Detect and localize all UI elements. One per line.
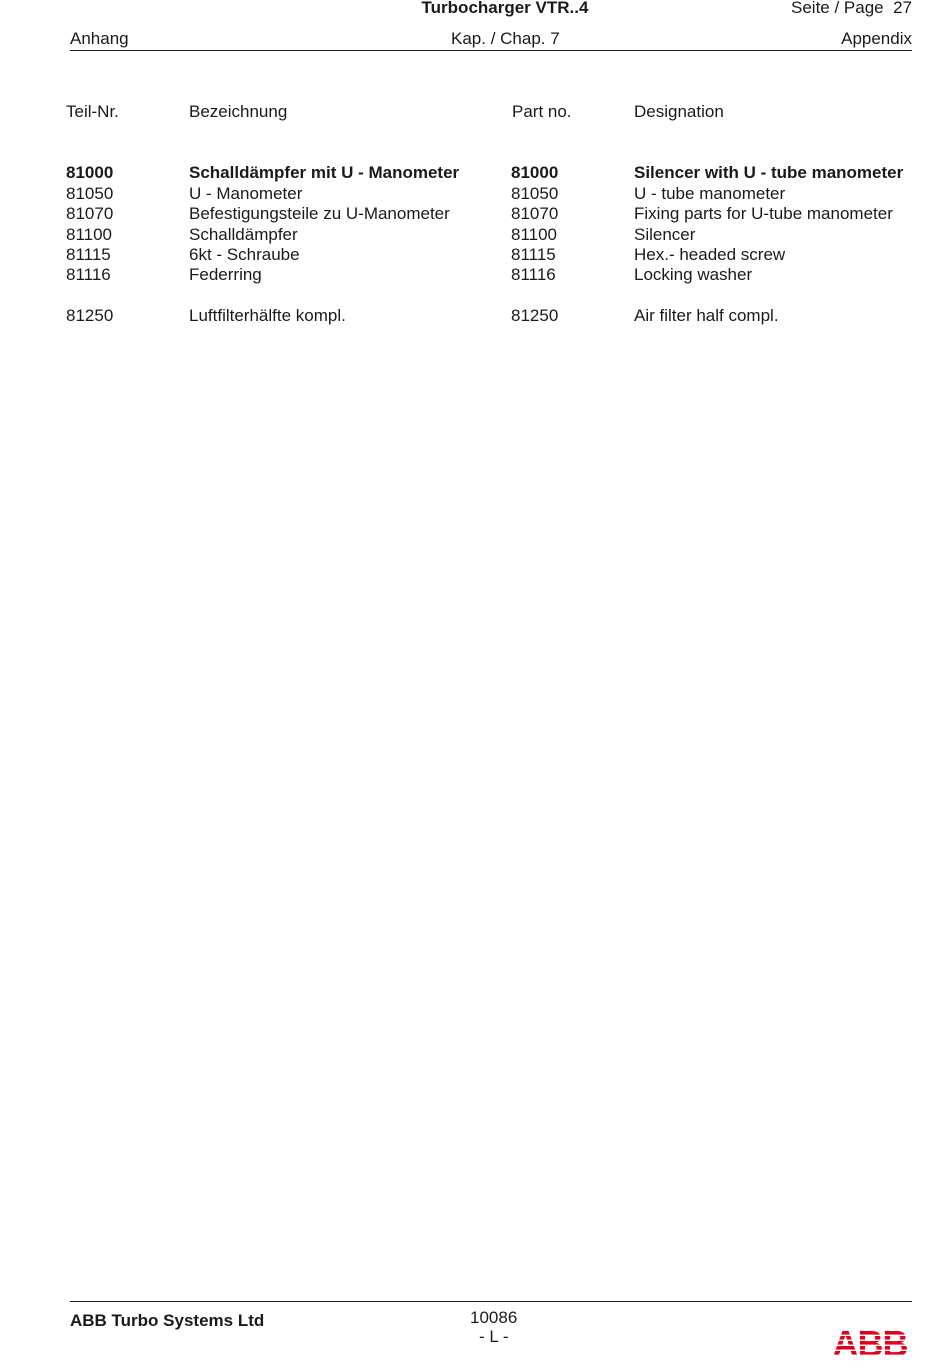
description-de: Federring	[189, 265, 262, 284]
part-number-en: 81116	[511, 265, 556, 284]
section-label-de: Anhang	[70, 29, 129, 48]
part-number-de: 81100	[66, 225, 113, 244]
description-de: Schalldämpfer	[189, 225, 298, 244]
column-header-desc-de: Bezeichnung	[189, 102, 288, 121]
part-number-de: 81115	[66, 245, 111, 264]
page-indicator	[791, 0, 912, 18]
part-number-de: 81250	[66, 306, 114, 325]
page-number: 27	[893, 0, 912, 17]
part-number-en: 81050	[511, 184, 559, 203]
description-de: 6kt - Schraube	[189, 245, 300, 264]
page-label: Seite / Page	[791, 0, 884, 17]
chapter-label: Kap. / Chap. 7	[451, 29, 560, 48]
description-en: Silencer	[634, 225, 696, 244]
description-de: Schalldämpfer mit U - Manometer	[189, 163, 460, 182]
part-number-de: 81000	[66, 163, 114, 182]
part-number-en: 81070	[511, 204, 559, 223]
description-de: Luftfilterhälfte kompl.	[189, 306, 346, 325]
part-number-en: 81000	[511, 163, 559, 182]
section-label-en: Appendix	[841, 29, 912, 48]
footer-rule	[70, 1301, 912, 1302]
part-number-de: 81070	[66, 204, 114, 223]
part-number-de: 81050	[66, 184, 114, 203]
description-en: Locking washer	[634, 265, 753, 284]
part-number-de: 81116	[66, 265, 111, 284]
column-header-part-de: Teil-Nr.	[66, 102, 119, 121]
header-rule	[70, 50, 912, 51]
part-number-en: 81100	[511, 225, 558, 244]
description-de: U - Manometer	[189, 184, 303, 203]
description-en: Hex.- headed screw	[634, 245, 786, 264]
part-number-en: 81250	[511, 306, 559, 325]
company-name: ABB Turbo Systems Ltd	[70, 1311, 265, 1330]
description-en: Fixing parts for U-tube manometer	[634, 204, 893, 223]
abb-logo-text: ABB	[832, 1326, 908, 1358]
document-number: 10086	[470, 1308, 518, 1327]
document-suffix: - L -	[479, 1327, 509, 1346]
abb-logo	[831, 1326, 909, 1358]
document-title: Turbocharger VTR..4	[421, 0, 589, 17]
description-en: U - tube manometer	[634, 184, 786, 203]
description-en: Silencer with U - tube manometer	[634, 163, 904, 182]
column-header-desc-en: Designation	[634, 102, 724, 121]
description-de: Befestigungsteile zu U-Manometer	[189, 204, 450, 223]
column-header-part-en: Part no.	[512, 102, 572, 121]
description-en: Air filter half compl.	[634, 306, 779, 325]
part-number-en: 81115	[511, 245, 556, 264]
